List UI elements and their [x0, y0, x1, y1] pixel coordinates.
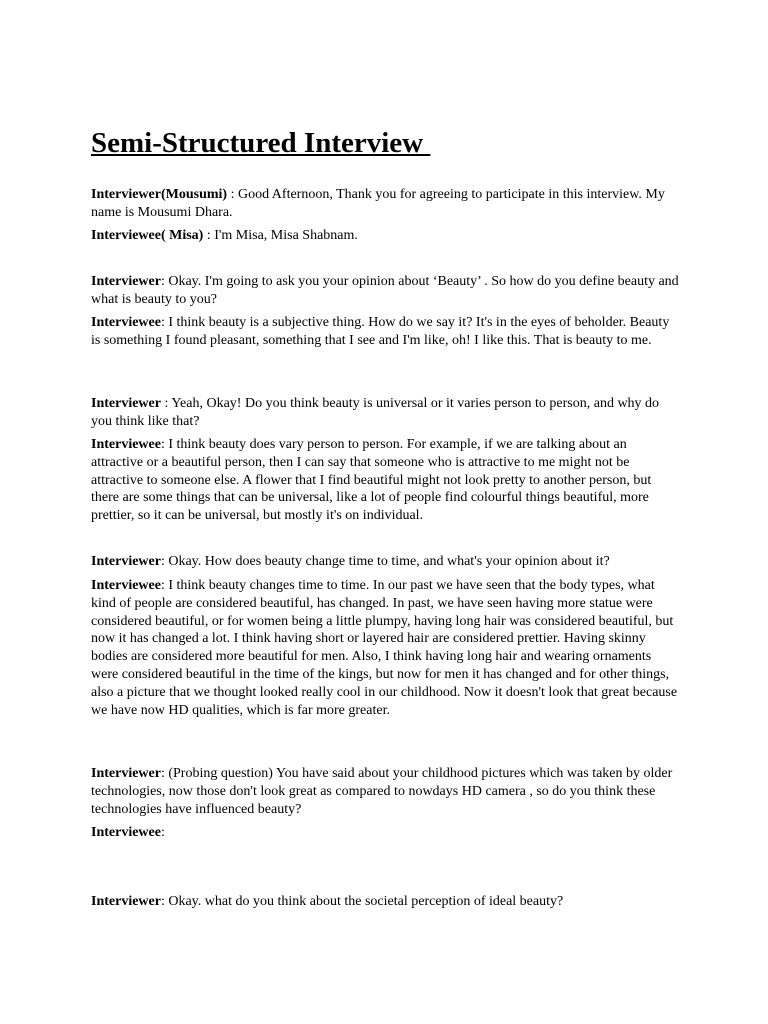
speaker-separator: : — [160, 825, 165, 840]
dialogue-entry — [91, 436, 681, 525]
speaker-separator: : — [203, 228, 215, 243]
dialogue-text: Okay. what do you think about the societal perception of ideal beauty? — [168, 894, 564, 909]
dialogue-text: I think beauty changes time to time. In our past we have seen that the body types, what kind of people are considered beautiful, has changed. In past, we have seen having more statue were considered beautiful, or for women being a little plumpy, having long hair was considered beautiful, but now it has changed a lot. I think having short or layered hair are considered prettier. Having skinny bodies are considered more beautiful for men. Also, I think having long hair and wearing ornaments were considered beautiful in the time of the kings, but now for men it has changed and for other things, also a picture that we thought looked really cool in our childhood. Now it doesn't look that great because we have now HD qualities, which is far more greater. — [91, 578, 678, 718]
speaker-label: Interviewer — [91, 396, 161, 411]
dialogue-entry — [91, 893, 681, 911]
speaker-separator: : — [160, 578, 169, 593]
speaker-label: Interviewer — [91, 766, 161, 781]
dialogue-text: Yeah, Okay! Do you think beauty is universal or it varies person to person, and why do you think like that? — [91, 396, 660, 429]
dialogue-entry — [91, 186, 681, 222]
dialogue-text: Okay. How does beauty change time to time, and what's your opinion about it? — [168, 554, 610, 569]
dialogue-entry — [91, 314, 681, 350]
speaker-separator: : — [160, 894, 169, 909]
dialogue-text: I think beauty is a subjective thing. How do we say it? It's in the eyes of beholder. Beauty is something I found pleasant, something that I see and I'm like, oh! I like this. That is beauty to me. — [91, 315, 670, 348]
dialogue-entry — [91, 553, 681, 571]
dialogue-entry — [91, 227, 681, 245]
speaker-separator: : — [160, 766, 169, 781]
speaker-separator: : — [227, 187, 238, 202]
speaker-label: Interviewee( Misa) — [91, 228, 204, 243]
speaker-separator: : — [160, 554, 169, 569]
speaker-label: Interviewer(Mousumi) — [91, 187, 228, 202]
speaker-label: Interviewer — [91, 554, 161, 569]
speaker-separator: : — [160, 396, 172, 411]
dialogue-entry — [91, 273, 681, 309]
speaker-separator: : — [160, 315, 169, 330]
dialogue-entry — [91, 824, 681, 842]
dialogue-text: I think beauty does vary person to person. For example, if we are talking about an attractive or a beautiful person, then I can say that someone who is attractive to me might not be attractive to someone else. A flower that I find beautiful might not look pretty to another person, but there are some things that can be universal, like a lot of people find colourful things beautiful, more prettier, so it can be universal, but mostly it's on individual. — [91, 437, 652, 524]
speaker-label: Interviewee — [91, 578, 161, 593]
speaker-label: Interviewer — [91, 274, 161, 289]
dialogue-text: Okay. I'm going to ask you your opinion about ‘Beauty’ . So how do you define beauty and what is beauty to you? — [91, 274, 679, 307]
speaker-separator: : — [160, 274, 169, 289]
dialogue-entry — [91, 765, 681, 818]
speaker-label: Interviewee — [91, 315, 161, 330]
speaker-label: Interviewer — [91, 894, 161, 909]
dialogue-entry — [91, 395, 681, 431]
speaker-separator: : — [160, 437, 169, 452]
document-title: Semi-Structured Interview — [91, 127, 431, 159]
dialogue-text: I'm Misa, Misa Shabnam. — [214, 228, 358, 243]
speaker-label: Interviewee — [91, 437, 161, 452]
dialogue-text: (Probing question) You have said about your childhood pictures which was taken by older technologies, now those don't look great as compared to nowdays HD camera , so do you think these technologies have influenced beauty? — [91, 766, 673, 817]
dialogue-text: Good Afternoon, Thank you for agreeing to participate in this interview. My name is Mousumi Dhara. — [91, 187, 665, 220]
speaker-label: Interviewee — [91, 825, 161, 840]
dialogue-entry — [91, 577, 681, 719]
